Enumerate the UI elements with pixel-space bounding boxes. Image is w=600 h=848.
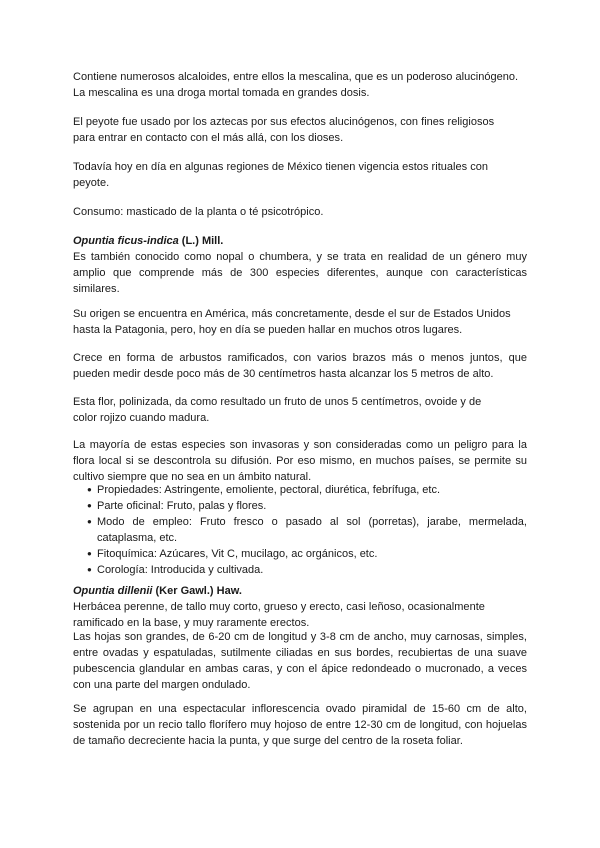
list-item: ● Fitoquímica: Azúcares, Vit C, mucilago, ac orgánicos, etc. [73,546,527,562]
list-item: ● Propiedades: Astringente, emoliente, pectoral, diurética, febrífuga, etc. [73,482,527,498]
peyote-paragraph-mexico: Todavía hoy en día en algunas regiones de México tienen vigencia estos rituales con peyote. [73,161,489,189]
ficus-properties-list [73,482,527,578]
species-author: (L.) Mill. [178,235,224,247]
section-heading-ficus-indica [73,233,223,249]
peyote-paragraph-consumo: Consumo: masticado de la planta o té psicotrópico. [73,206,324,218]
dillenii-paragraph-stem: Herbácea perenne, de tallo muy corto, grueso y erecto, casi leñoso, ocasionalmente ramificado en la base, y muy raramente erectos. [73,601,485,629]
dillenii-paragraph-leaves: Las hojas son grandes, de 6-20 cm de longitud y 3-8 cm de ancho, muy carnosas, simples, entre ovadas y espatuladas, sutilmente ciliadas en sus bordes, recubiertas de una suave pubescencia glandular en ambas caras, y con el ápice redondeado o mucronado, a veces con una parte del margen ondulado. [73,631,527,691]
species-name: Opuntia dillenii [73,585,153,597]
list-item: ● Parte oficinal: Fruto, palas y flores. [73,498,527,514]
section-heading-dillenii [73,583,242,599]
species-author: (Ker Gawl.) Haw. [152,585,242,597]
ficus-paragraph-invasive: La mayoría de estas especies son invasoras y son consideradas como un peligro para la flora local si se descontrola su difusión. Por eso mismo, en muchos países, se permite su cultivo siempre que no sea en un ámbito natural. [73,439,527,483]
dillenii-paragraph-inflorescence: Se agrupan en una espectacular inflorescencia ovado piramidal de 15-60 cm de alto, sostenida por un recio tallo florífero muy hojoso de entre 12-30 cm de longitud, con hojuelas de tamaño decreciente hacia la punta, y que surge del centro de la roseta foliar. [73,703,527,747]
list-item: ● Modo de empleo: Fruto fresco o pasado al sol (porretas), jarabe, mermelada, cataplasma, etc. [73,514,527,546]
peyote-paragraph-aztecs: El peyote fue usado por los aztecas por sus efectos alucinógenos, con fines religiosos para entrar en contacto con el más allá, con los dioses. [73,116,495,144]
ficus-paragraph-flower: Esta flor, polinizada, da como resultado un fruto de unos 5 centímetros, ovoide y de color rojizo cuando madura. [73,396,482,424]
list-item: ● Corología: Introducida y cultivada. [73,562,527,578]
ficus-paragraph-intro: Es también conocido como nopal o chumbera, y se trata en realidad de un género muy amplio que comprende más de 300 especies diferentes, aunque con características similares. [73,251,527,295]
species-name: Opuntia ficus-indica [73,235,179,247]
ficus-paragraph-growth: Crece en forma de arbustos ramificados, con varios brazos más o menos juntos, que pueden medir desde poco más de 30 centímetros hasta alcanzar los 5 metros de alto. [73,352,527,380]
peyote-paragraph-alkaloids: Contiene numerosos alcaloides, entre ellos la mescalina, que es un poderoso alucinógeno. La mescalina es una droga mortal tomada en grandes dosis. [73,71,519,99]
ficus-paragraph-origin: Su origen se encuentra en América, más concretamente, desde el sur de Estados Unidos hasta la Patagonia, pero, hoy en día se pueden hallar en muchos otros lugares. [73,308,511,336]
